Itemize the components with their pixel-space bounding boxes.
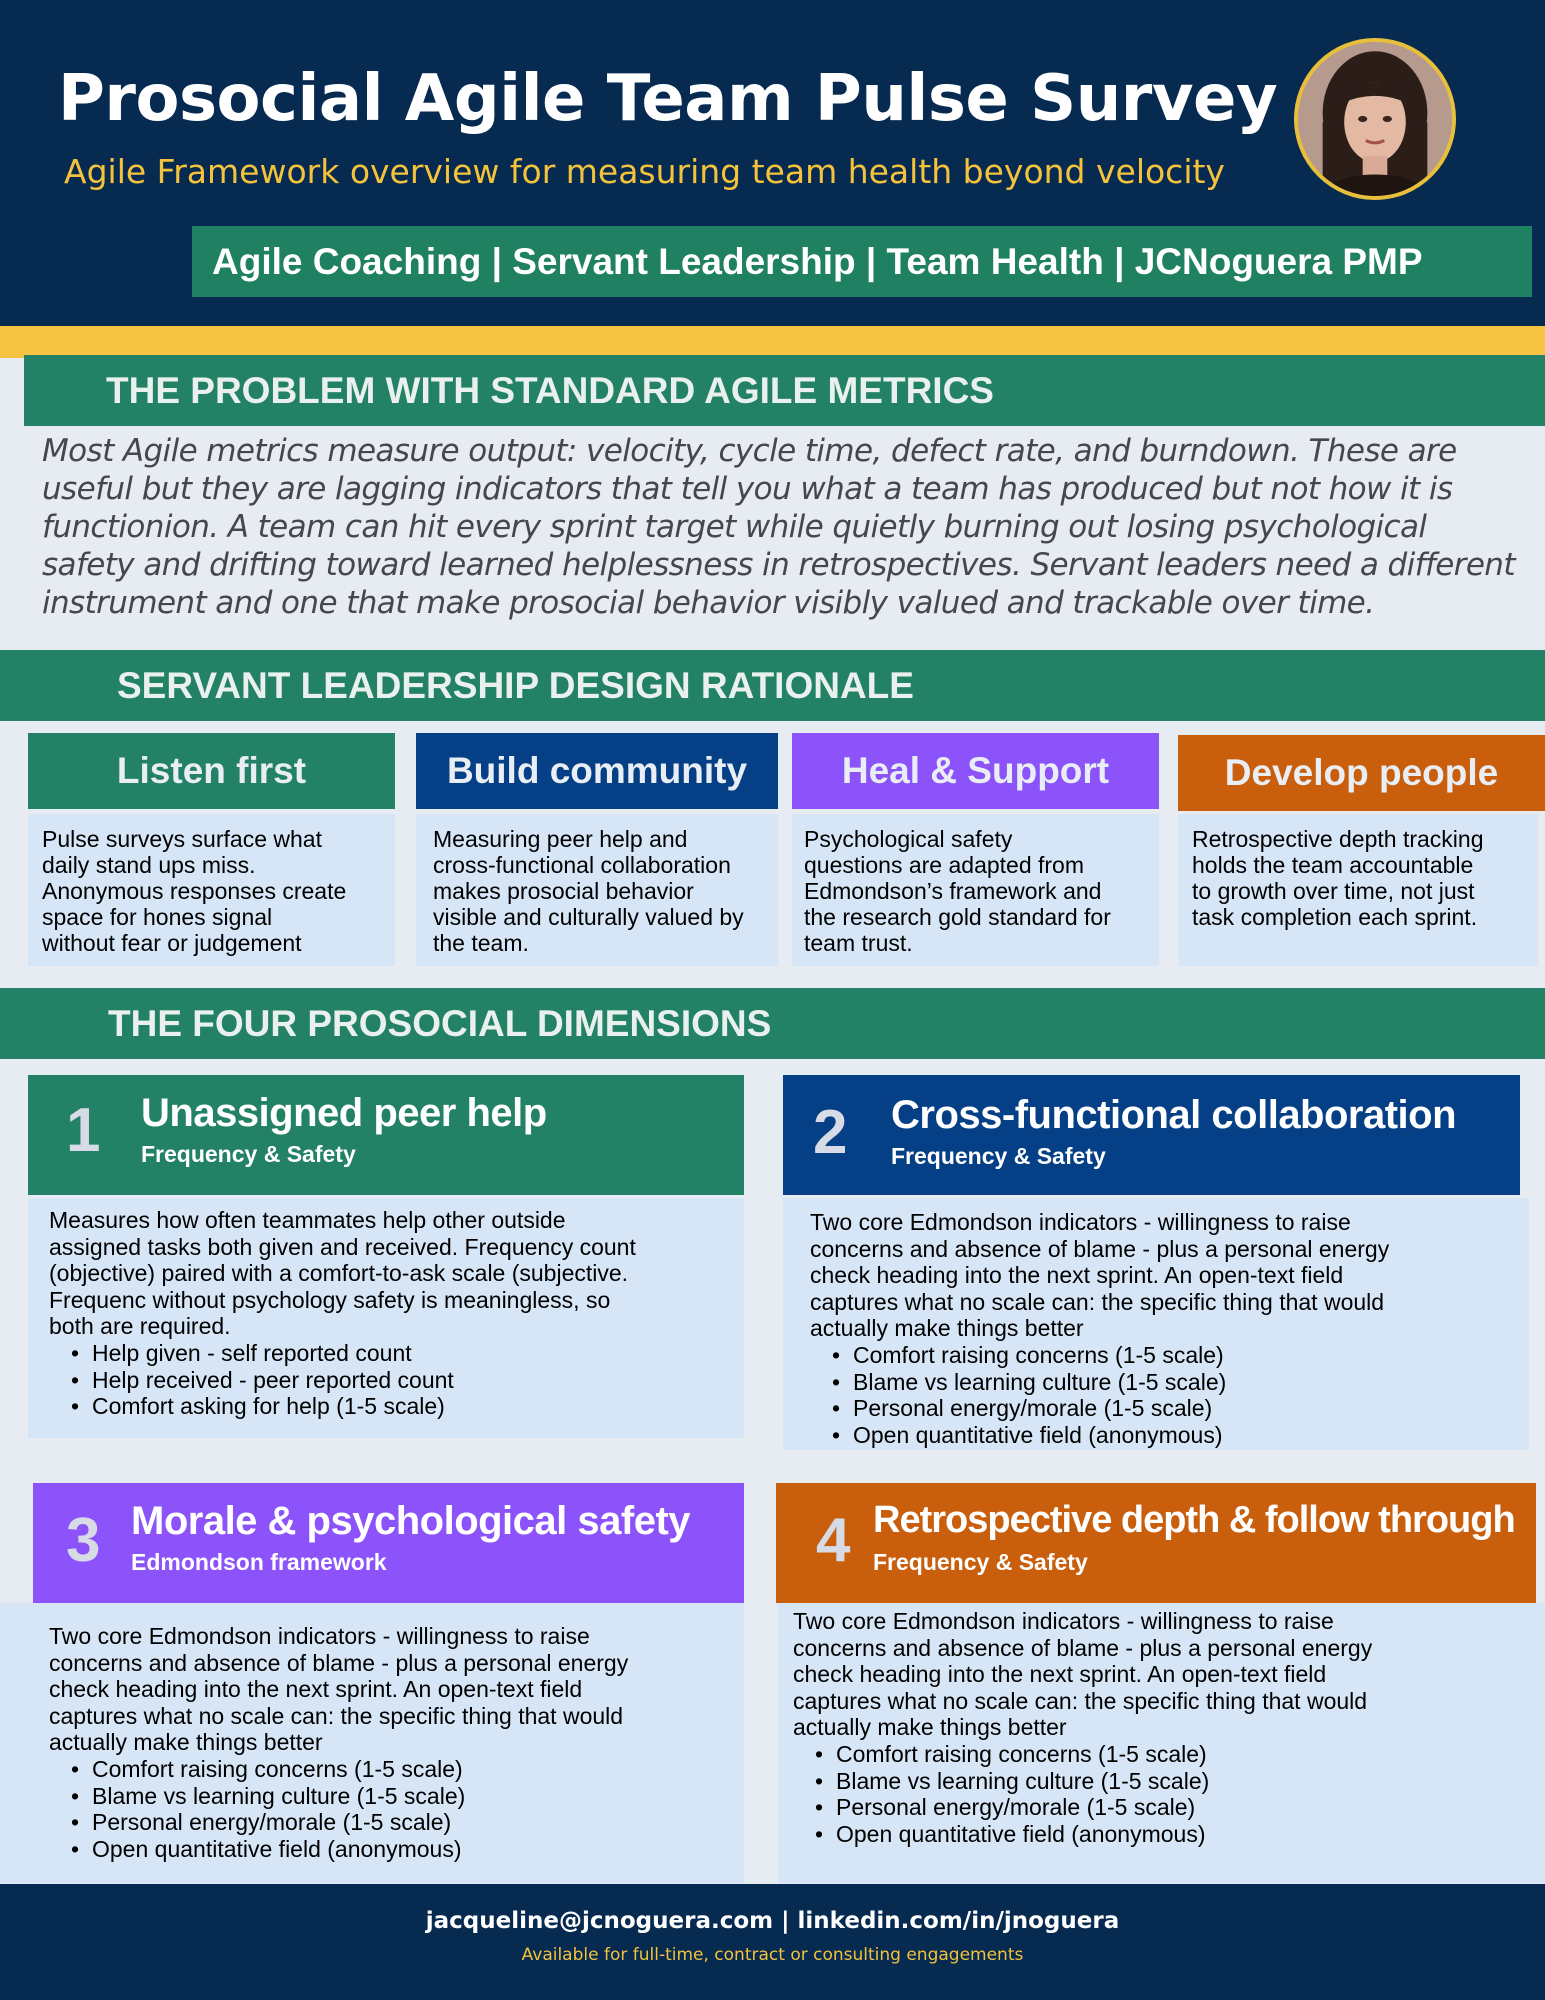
- list-item: • Comfort raising concerns (1-5 scale): [49, 1756, 744, 1783]
- list-item: • Comfort raising concerns (1-5 scale): [810, 1342, 1529, 1369]
- dimension-header-peer-help: [28, 1075, 744, 1195]
- list-item: • Comfort asking for help (1-5 scale): [49, 1393, 744, 1420]
- pillar-line: Edmondson’s framework and: [804, 878, 1102, 904]
- pillar-body-listen-first: [28, 814, 395, 966]
- dimension-title: Cross-functional collaboration: [891, 1093, 1457, 1137]
- dimension-line: Two core Edmondson indicators - willingness to raise: [810, 1209, 1351, 1235]
- dimension-line: Two core Edmondson indicators - willingness to raise: [49, 1623, 590, 1649]
- pillar-body-develop-people: [1178, 814, 1538, 966]
- dimension-line: actually make things better: [49, 1729, 323, 1756]
- dimension-title: Morale & psychological safety: [131, 1499, 691, 1543]
- accent-divider: [0, 326, 1545, 358]
- dimension-bullet-list: [810, 1342, 1529, 1448]
- footer: [0, 1884, 1545, 2000]
- dimension-line: Frequenc without psychology safety is meaningless, so: [49, 1286, 611, 1313]
- list-item: • Help given - self reported count: [49, 1340, 744, 1367]
- pillar-line: the team.: [433, 930, 529, 956]
- list-item: • Blame vs learning culture (1-5 scale): [810, 1369, 1529, 1396]
- dimension-number: 3: [66, 1506, 101, 1575]
- dimension-line: captures what no scale can: the specific thing that would: [810, 1288, 1385, 1315]
- dimension-bullet-list: [793, 1741, 1545, 1847]
- dimension-line: Two core Edmondson indicators - willingness to raise: [793, 1608, 1334, 1634]
- dimension-line: Measures how often teammates help other outside: [49, 1207, 566, 1233]
- dimension-line: both are required.: [49, 1313, 231, 1340]
- rationale-heading: SERVANT LEADERSHIP DESIGN RATIONALE: [0, 650, 1545, 721]
- pillar-body-heal-support: [792, 814, 1159, 966]
- pillar-title-develop-people: Develop people: [1178, 735, 1545, 811]
- dimension-number: 2: [813, 1098, 848, 1167]
- dimension-title: Retrospective depth & follow through: [873, 1499, 1515, 1541]
- pillar-line: Pulse surveys surface what: [42, 826, 322, 852]
- pillar-line: to growth over time, not just: [1192, 878, 1475, 904]
- dimension-header-morale: [33, 1483, 744, 1603]
- pillar-line: Psychological safety: [804, 826, 1013, 852]
- list-item: • Personal energy/morale (1-5 scale): [810, 1395, 1529, 1422]
- availability-note: Available for full-time, contract or consulting engagements: [521, 1945, 1024, 1965]
- dimension-line: check heading into the next sprint. An open-text field: [810, 1262, 1344, 1289]
- pillar-line: questions are adapted from: [804, 852, 1085, 878]
- pillar-line: team trust.: [804, 930, 913, 956]
- problem-text: [42, 432, 1532, 622]
- dimension-subtitle: Frequency & Safety: [873, 1549, 1088, 1575]
- dimension-subtitle: Frequency & Safety: [891, 1143, 1106, 1169]
- dimension-bullet-list: [49, 1756, 744, 1862]
- problem-line: Most Agile metrics measure output: velocity, cycle time, defect rate, and burndown. These are: [42, 433, 1457, 469]
- dimension-line: concerns and absence of blame - plus a personal energy: [49, 1649, 629, 1676]
- dimension-header-retrospective: [776, 1483, 1536, 1603]
- dimension-subtitle: Frequency & Safety: [141, 1141, 356, 1167]
- dimension-line: check heading into the next sprint. An open-text field: [49, 1676, 583, 1703]
- pillar-title-listen-first: Listen first: [28, 733, 395, 809]
- list-item: • Help received - peer reported count: [49, 1367, 744, 1394]
- list-item: • Personal energy/morale (1-5 scale): [793, 1794, 1545, 1821]
- dimension-line: concerns and absence of blame - plus a personal energy: [793, 1634, 1373, 1661]
- pillar-title-build-community: Build community: [416, 733, 778, 809]
- dimension-line: check heading into the next sprint. An open-text field: [793, 1661, 1327, 1688]
- problem-line: useful but they are lagging indicators that tell you what a team has produced but not how it is: [42, 471, 1453, 507]
- dimension-bullet-list: [49, 1340, 744, 1420]
- pillar-line: makes prosocial behavior: [433, 878, 694, 904]
- dimension-body-retrospective: [778, 1603, 1545, 1883]
- dimension-line: actually make things better: [810, 1315, 1084, 1342]
- dimension-line: assigned tasks both given and received. Frequency count: [49, 1233, 636, 1260]
- avatar: [1294, 38, 1456, 200]
- pillar-line: Retrospective depth tracking: [1192, 826, 1484, 852]
- dimension-line: concerns and absence of blame - plus a personal energy: [810, 1235, 1390, 1262]
- dimension-body-peer-help: [28, 1198, 744, 1438]
- pillar-title-heal-support: Heal & Support: [792, 733, 1159, 809]
- pillar-line: space for hones signal: [42, 904, 273, 930]
- dimension-body-morale: [0, 1603, 744, 1883]
- dimension-line: (objective) paired with a comfort-to-ask scale (subjective.: [49, 1260, 629, 1287]
- problem-line: safety and drifting toward learned helplessness in retrospectives. Servant leaders need a different: [42, 547, 1515, 583]
- contact-links[interactable]: jacqueline@jcnoguera.com | linkedin.com/in/jnoguera: [425, 1908, 1120, 1934]
- list-item: • Open quantitative field (anonymous): [810, 1422, 1529, 1449]
- dimension-number: 4: [816, 1506, 851, 1575]
- pillar-line: Anonymous responses create: [42, 878, 347, 904]
- pillar-line: holds the team accountable: [1192, 852, 1474, 878]
- dimension-number: 1: [66, 1096, 101, 1165]
- list-item: • Open quantitative field (anonymous): [793, 1821, 1545, 1848]
- list-item: • Blame vs learning culture (1-5 scale): [793, 1768, 1545, 1795]
- pillar-line: without fear or judgement: [42, 930, 302, 956]
- list-item: • Blame vs learning culture (1-5 scale): [49, 1783, 744, 1810]
- dimension-body-cross-functional: [783, 1198, 1529, 1450]
- page-title: Prosocial Agile Team Pulse Survey: [58, 62, 1278, 136]
- pillar-body-build-community: [416, 814, 778, 966]
- problem-line: functionion. A team can hit every sprint target while quietly burning out losing psychological: [42, 509, 1427, 545]
- tagline-banner: Agile Coaching | Servant Leadership | Team Health | JCNoguera PMP: [192, 226, 1532, 297]
- pillar-line: cross-functional collaboration: [433, 852, 731, 878]
- pillar-line: the research gold standard for: [804, 904, 1111, 930]
- pillar-line: Measuring peer help and: [433, 826, 688, 852]
- dimension-header-cross-functional: [783, 1075, 1520, 1195]
- list-item: • Personal energy/morale (1-5 scale): [49, 1809, 744, 1836]
- page-subtitle: Agile Framework overview for measuring team health beyond velocity: [64, 152, 1225, 191]
- list-item: • Open quantitative field (anonymous): [49, 1836, 744, 1863]
- dimension-line: captures what no scale can: the specific thing that would: [49, 1702, 624, 1729]
- pillar-line: visible and culturally valued by: [433, 904, 744, 930]
- dimension-subtitle: Edmondson framework: [131, 1549, 387, 1575]
- list-item: • Comfort raising concerns (1-5 scale): [793, 1741, 1545, 1768]
- portrait-image: [1298, 42, 1452, 196]
- dimension-line: actually make things better: [793, 1714, 1067, 1741]
- dimension-title: Unassigned peer help: [141, 1091, 547, 1135]
- pillar-line: daily stand ups miss.: [42, 852, 256, 878]
- problem-line: instrument and one that make prosocial behavior visibly valued and trackable over time.: [42, 585, 1375, 621]
- problem-heading: THE PROBLEM WITH STANDARD AGILE METRICS: [24, 355, 1545, 426]
- pillar-line: task completion each sprint.: [1192, 904, 1478, 930]
- dimension-line: captures what no scale can: the specific thing that would: [793, 1687, 1368, 1714]
- dimensions-heading: THE FOUR PROSOCIAL DIMENSIONS: [0, 988, 1545, 1059]
